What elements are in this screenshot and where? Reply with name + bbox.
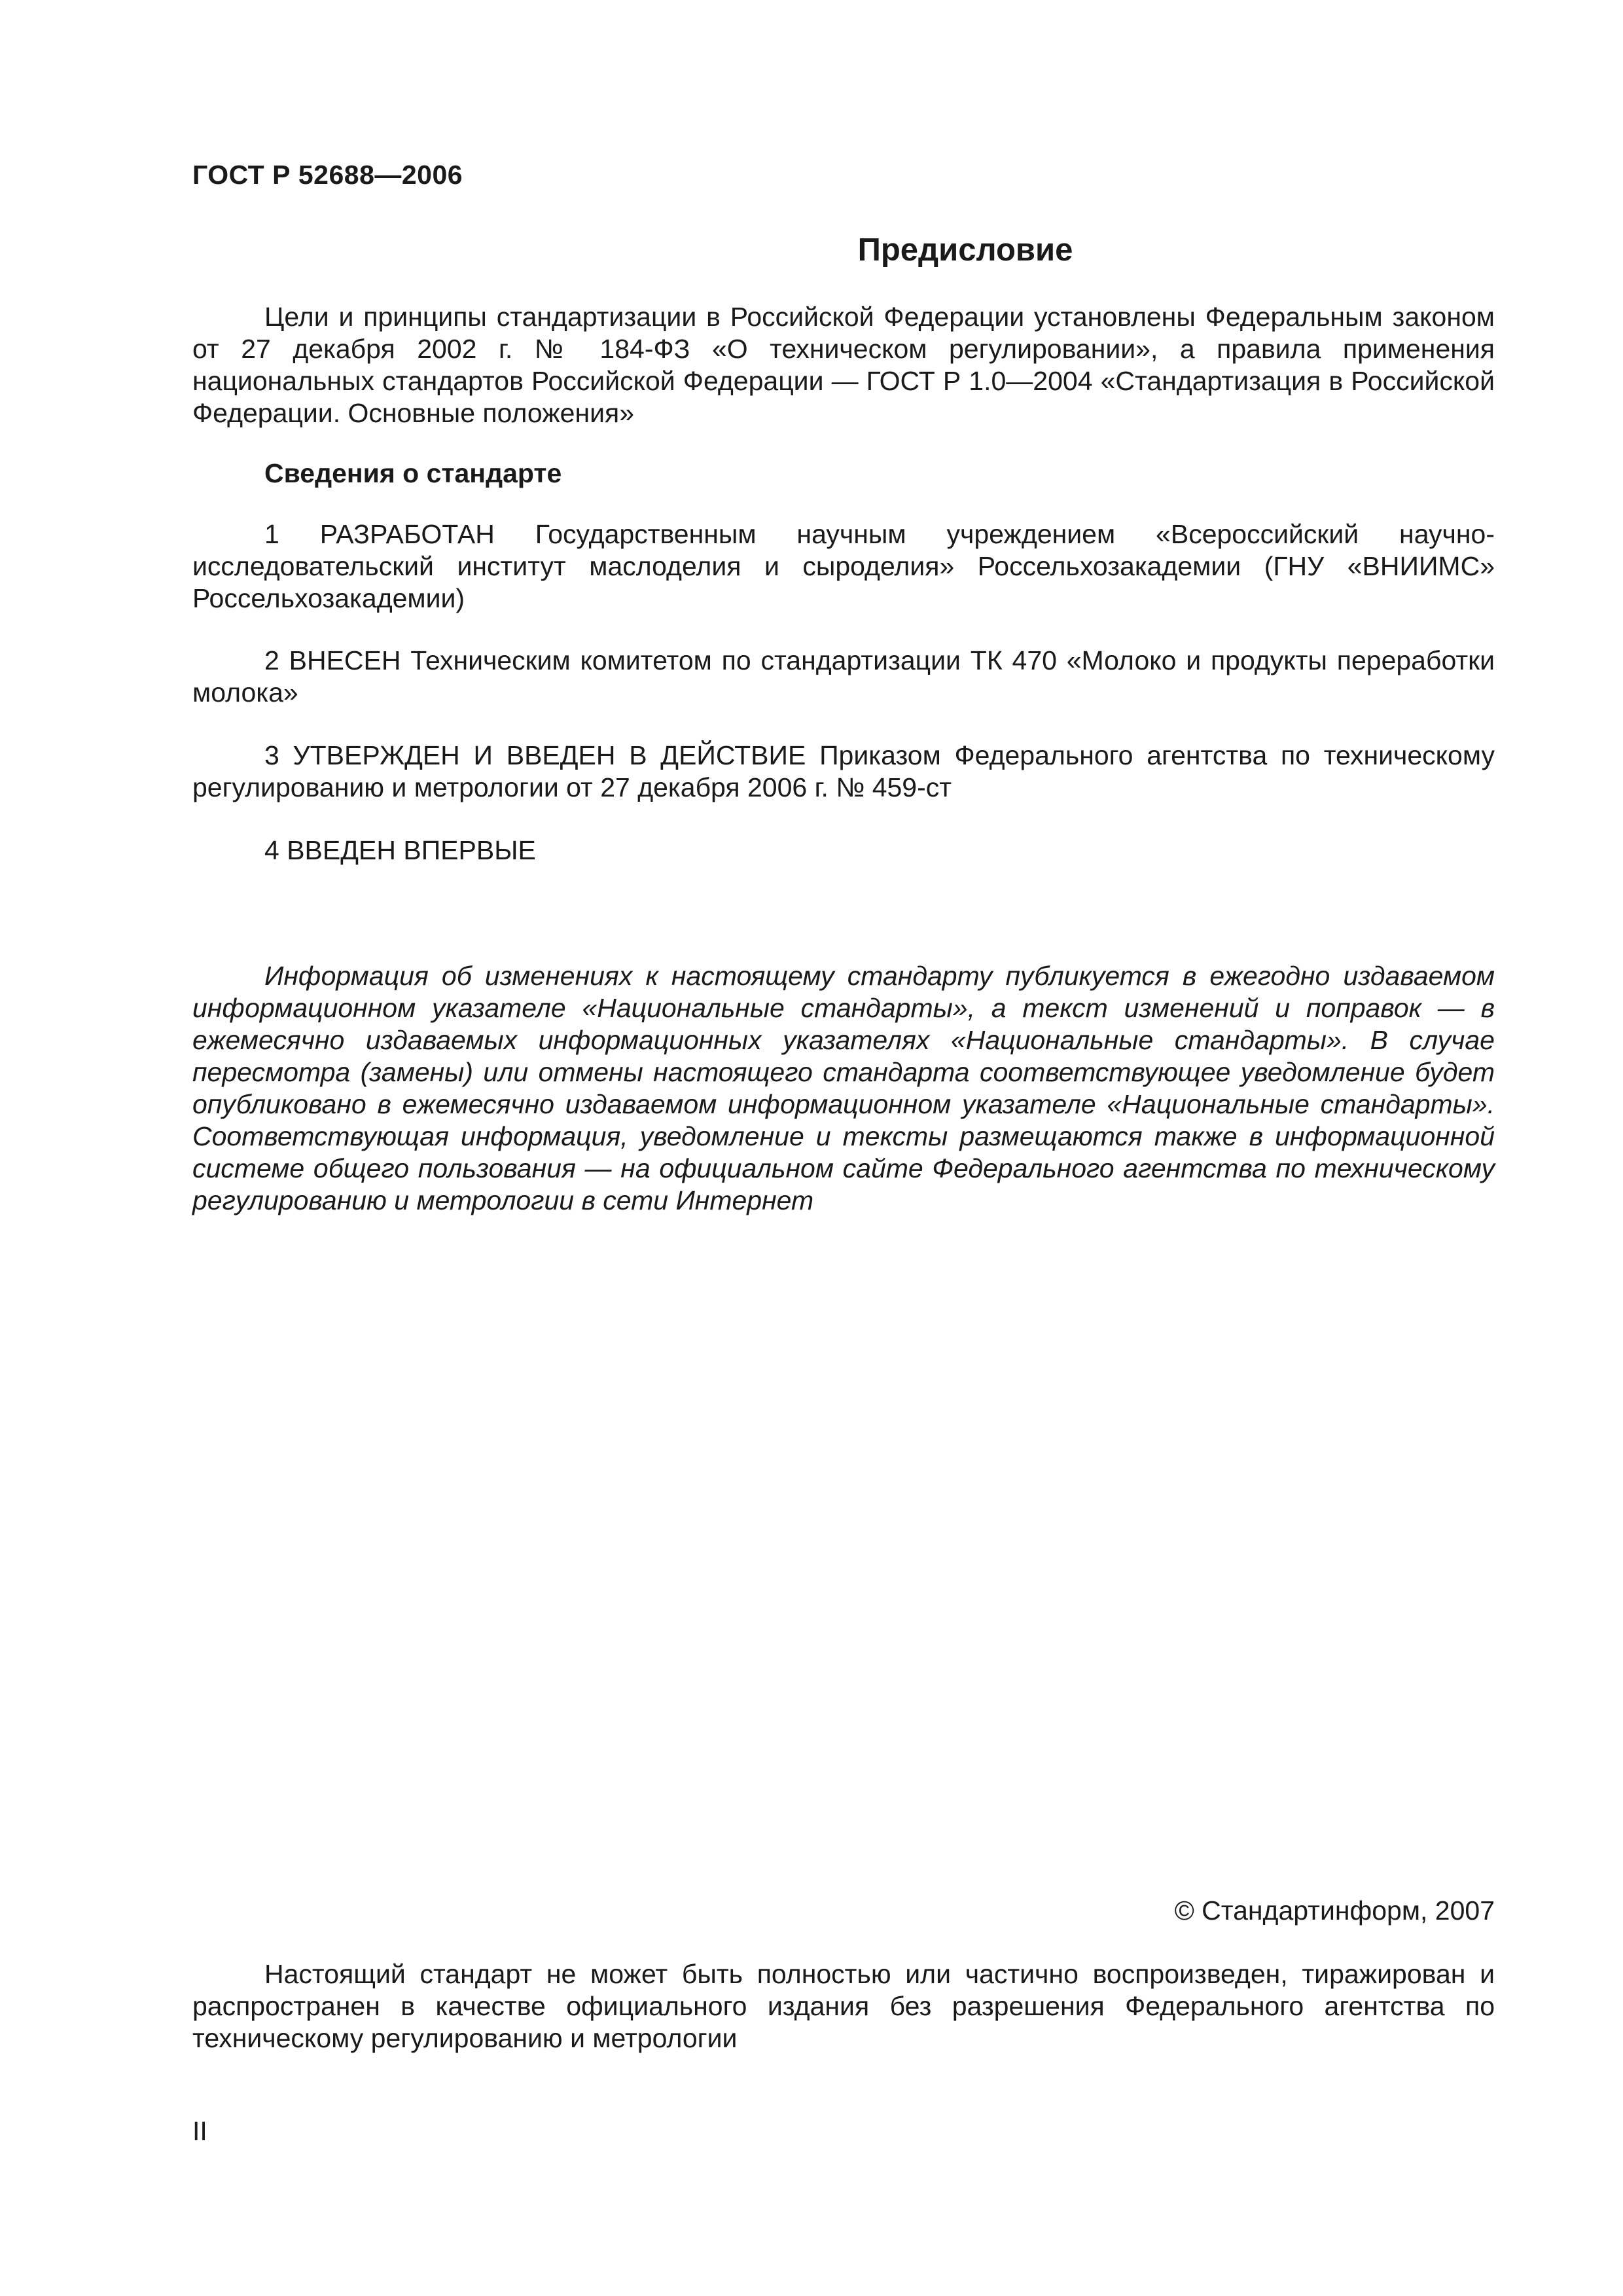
info-notice: Информация об изменениях к настоящему стандарту публикуется в ежегодно издаваемом информационном указателе «Национальные стандарты», а текст изменений и поправок — в ежемесячно издаваемых информационных указателях «Национальные стандарты». В случае пересмотра (замены) или отмены настоящего стандарта соответствующее уведомление будет опубликовано в ежемесячно издаваемом информационном указателе «Национальные стандарты». Соответствующая информация, уведомление и тексты размещаются также в информационной системе общего пользования — на официальном сайте Федерального агентства по техническому регулированию и метрологии в сети Интернет	[192, 961, 1495, 1215]
restriction-notice: Настоящий стандарт не может быть полностью или частично воспроизведен, тиражирован и распространен в качестве официального издания без разрешения Федерального агентства по техническому регулированию и метрологии	[192, 1959, 1495, 2053]
document-code: ГОСТ Р 52688—2006	[192, 160, 463, 190]
copyright: © Стандартинформ, 2007	[1174, 1895, 1495, 1926]
item-approved: 3 УТВЕРЖДЕН И ВВЕДЕН В ДЕЙСТВИЕ Приказом Федерального агентства по техническому регулированию и метрологии от 27 декабря 2006 г. № 459-ст	[192, 740, 1495, 802]
section-heading: Сведения о стандарте	[264, 458, 562, 488]
item-introduced: 4 ВВЕДЕН ВПЕРВЫЕ	[264, 835, 536, 865]
item-developed: 1 РАЗРАБОТАН Государственным научным учреждением «Всероссийский научно-исследовательский институт маслоделия и сыроделия» Россельхозакадемии (ГНУ «ВНИИМС» Россельхозакадемии)	[192, 519, 1495, 613]
intro-paragraph: Цели и принципы стандартизации в Российской Федерации установлены Федеральным законом от 27 декабря 2002 г. № 184-ФЗ «О техническом регулировании», а правила применения национальных стандартов Российской Федерации — ГОСТ Р 1.0—2004 «Стандартизация в Российской Федерации. Основные положения»	[192, 302, 1495, 428]
page-title: Предисловие	[857, 232, 1073, 268]
page-number: II	[192, 2116, 207, 2146]
item-submitted: 2 ВНЕСЕН Техническим комитетом по стандартизации ТК 470 «Молоко и продукты переработки молока»	[192, 645, 1495, 708]
